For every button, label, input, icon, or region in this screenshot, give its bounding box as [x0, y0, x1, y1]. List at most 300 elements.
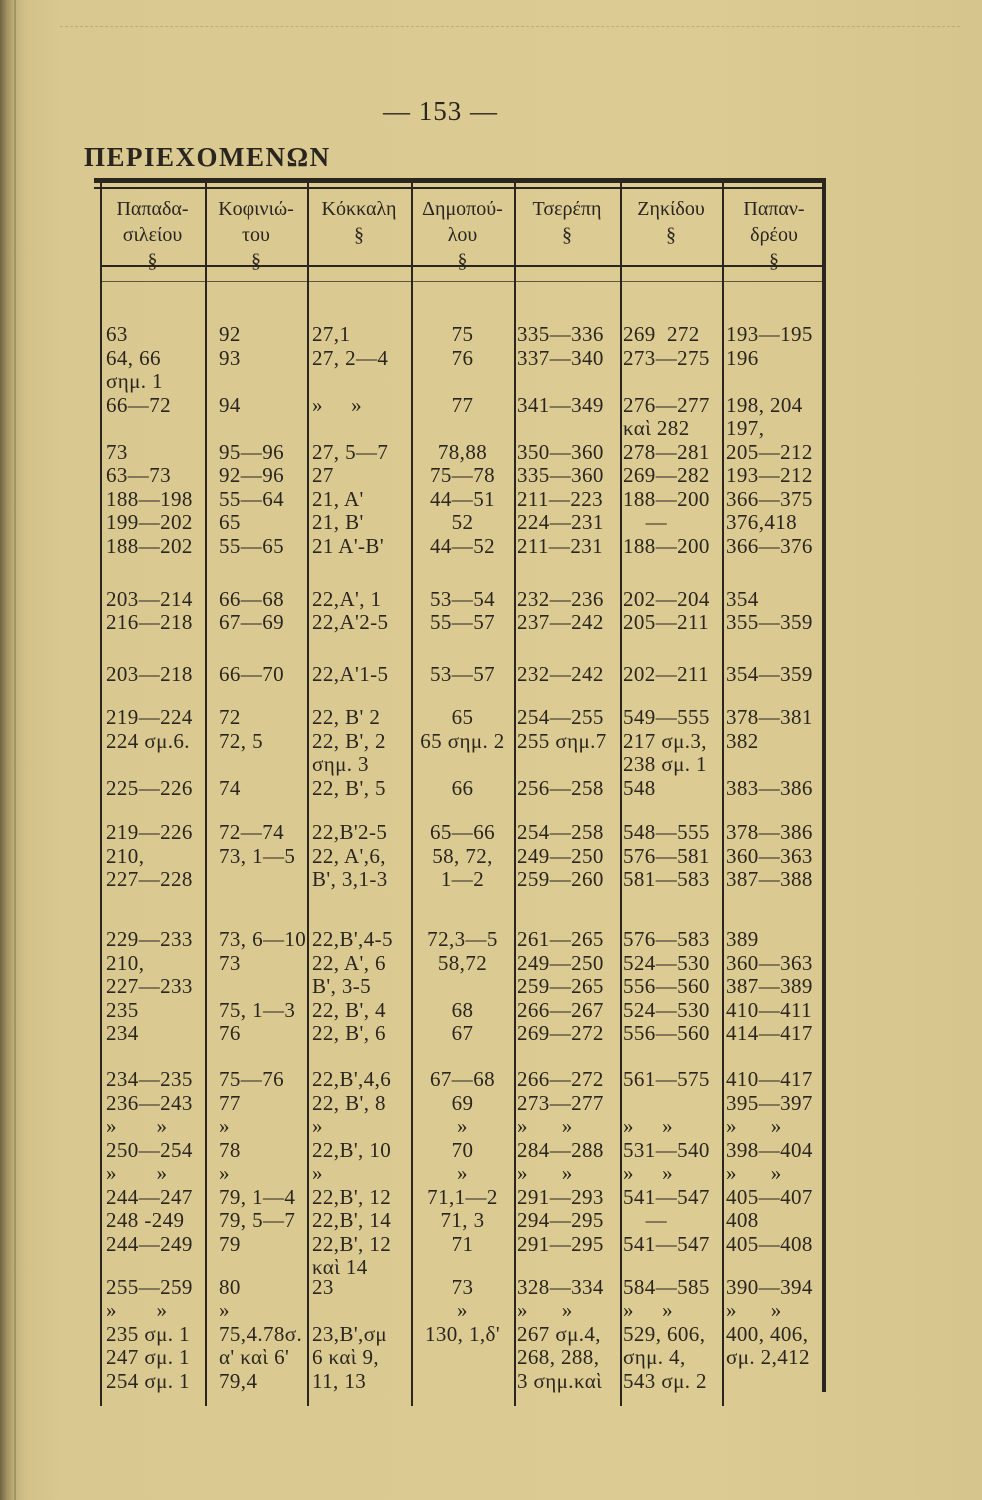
table-cell: 27 — [312, 463, 334, 487]
table-row — [100, 370, 826, 394]
table-cell: 58,72 — [437, 950, 488, 975]
table-cell — [205, 975, 307, 999]
column-header-line: § — [457, 250, 468, 272]
table-cell: 52 — [451, 510, 474, 534]
table-cell: σημ. 3 — [312, 752, 369, 776]
table-cell: 238 σμ. 1 — [623, 752, 707, 776]
table-cell: 94 — [219, 392, 241, 417]
table-cell: 22,Β', 12 — [312, 1231, 392, 1256]
table-cell: 269 272 — [623, 322, 700, 346]
table-cell: 73 — [106, 439, 128, 464]
table-cell: 294—295 — [517, 1208, 604, 1232]
page-title: ΠΕΡΙΕΧΟΜΕΝΩΝ — [84, 142, 331, 172]
table-row — [100, 611, 826, 635]
table-cell: 188—202 — [106, 533, 193, 558]
table-cell: 224 σμ.6. — [106, 728, 190, 753]
table-cell: 93 — [219, 345, 241, 370]
table-cell: » » — [726, 1161, 782, 1185]
table-row — [100, 1346, 826, 1370]
table-cell: 261—265 — [517, 927, 604, 951]
table-cell: 278—281 — [623, 439, 710, 464]
table-cell: 76 — [451, 345, 474, 370]
table-cell: » — [312, 1161, 323, 1185]
table-cell: 95—96 — [219, 439, 284, 464]
table-cell: 75,4.78σ. — [219, 1321, 303, 1346]
table-cell: 205—212 — [726, 439, 813, 464]
table-cell: 21, Α' — [312, 486, 364, 511]
table-cell: 65 σημ. 2 — [420, 728, 505, 753]
table-cell: — — [623, 510, 667, 534]
table-cell: 22, Α', 6 — [312, 950, 386, 975]
table-cell: 227—233 — [106, 974, 193, 998]
table-cell: 269—282 — [623, 463, 710, 487]
table-cell — [411, 370, 514, 394]
table-row — [100, 1233, 826, 1257]
table-cell: 22, Β', 5 — [312, 775, 386, 800]
table-row — [100, 1209, 826, 1233]
column-header — [100, 196, 205, 274]
table-cell — [307, 417, 411, 441]
table-cell: 78,88 — [437, 439, 488, 464]
table-cell: 219—224 — [106, 705, 193, 729]
table-cell: 55—57 — [430, 610, 495, 634]
column-header-line: δρέου — [750, 224, 798, 246]
table-cell: 383—386 — [726, 775, 813, 800]
table-cell: 203—214 — [106, 586, 193, 611]
table-cell: 21, Β' — [312, 510, 364, 534]
table-cell: Β', 3,1-3 — [312, 867, 388, 891]
table-row — [100, 868, 826, 892]
table-cell: 378—381 — [726, 705, 813, 729]
table-cell: 259—265 — [517, 974, 604, 998]
table-cell: 247 σμ. 1 — [106, 1345, 190, 1369]
table-cell: 249—250 — [517, 843, 604, 868]
table-cell: » — [219, 1298, 230, 1322]
table-cell: 548 — [623, 775, 656, 800]
table-cell: 255 σημ.7 — [517, 728, 607, 753]
table-cell: 22, Β' 2 — [312, 705, 381, 729]
table-cell: 524—530 — [623, 997, 710, 1022]
table-cell: 92 — [219, 322, 241, 346]
column-header — [514, 196, 620, 274]
table-cell: 354—359 — [726, 662, 813, 686]
table-cell: 80 — [219, 1274, 241, 1299]
table-cell: 65—66 — [430, 820, 495, 844]
table-cell: σημ. 1 — [106, 369, 163, 393]
table-cell: 350—360 — [517, 439, 604, 464]
table-cell: 68 — [451, 997, 474, 1022]
table-cell: 23,Β',σμ — [312, 1321, 388, 1346]
table-cell: » — [457, 1114, 468, 1138]
table-row — [100, 347, 826, 371]
column-header-line: § — [666, 224, 676, 246]
table-cell: 341—349 — [517, 392, 604, 417]
table-cell: 73, 1—5 — [219, 843, 296, 868]
table-row — [100, 1186, 826, 1210]
table-cell: 210, — [106, 843, 145, 868]
table-cell: 211—223 — [517, 486, 604, 511]
column-header-line: § — [562, 224, 572, 246]
table-cell: 22,Α'1-5 — [312, 662, 389, 686]
table-cell: 75—78 — [430, 463, 495, 487]
table-cell: 65 — [219, 510, 241, 534]
table-cell: 236—243 — [106, 1090, 193, 1115]
table-cell: 22,Α', 1 — [312, 586, 382, 611]
table-cell: 77 — [451, 392, 474, 417]
table-row — [100, 1092, 826, 1116]
table-row — [100, 464, 826, 488]
row-group — [100, 1068, 826, 1280]
column-header-line: Δημοπού- — [422, 198, 503, 220]
table-cell: 259—260 — [517, 867, 604, 891]
table-cell: » » — [517, 1298, 573, 1322]
table-cell: 72—74 — [219, 820, 284, 844]
row-group — [100, 821, 826, 892]
table-cell: » » — [726, 1114, 782, 1138]
table-cell: 405—407 — [726, 1184, 813, 1209]
table-cell: 337—340 — [517, 345, 604, 370]
table-cell: 414—417 — [726, 1021, 813, 1045]
table-cell: 254—258 — [517, 820, 604, 844]
column-header-line: Παπαν- — [743, 198, 805, 220]
table-cell: 66—68 — [219, 586, 284, 611]
table-cell — [205, 370, 307, 394]
table-cell: 254—255 — [517, 705, 604, 729]
table-cell: » — [219, 1114, 230, 1138]
table-cell: 44—52 — [430, 533, 495, 558]
table-cell: 72, 5 — [219, 728, 263, 753]
table-cell: » » — [106, 1298, 168, 1322]
table-cell: 199—202 — [106, 510, 193, 534]
table-cell: 224—231 — [517, 510, 604, 534]
table-cell: α' καὶ 6' — [219, 1345, 290, 1369]
table-row — [100, 845, 826, 869]
table-cell: 73 — [219, 950, 241, 975]
table-row — [100, 323, 826, 347]
header-bottom-rule-thin — [100, 281, 826, 282]
table-cell — [514, 370, 620, 394]
table-cell: 273—275 — [623, 345, 710, 370]
table-cell: 378—386 — [726, 820, 813, 844]
table-row — [100, 417, 826, 441]
table-cell — [722, 753, 826, 777]
column-header-line: Κόκκαλη — [321, 198, 397, 220]
table-cell: 234 — [106, 1021, 139, 1045]
table-cell: 72 — [219, 705, 241, 729]
column-header-line: Παπαδα- — [116, 198, 189, 220]
table-body — [100, 323, 826, 1393]
table-cell: 71, 3 — [440, 1208, 485, 1232]
table-row — [100, 706, 826, 730]
table-cell: 248 -249 — [106, 1208, 185, 1232]
table-cell: 524—530 — [623, 950, 710, 975]
table-cell: » » — [726, 1298, 782, 1322]
column-header-line: του — [242, 224, 270, 246]
table-cell: 55—64 — [219, 486, 284, 511]
table-cell: 387—388 — [726, 867, 813, 891]
table-cell: 72,3—5 — [427, 927, 498, 951]
table-cell: 227—228 — [106, 867, 193, 891]
table-cell: 408 — [726, 1208, 759, 1232]
table-cell: 79 — [219, 1231, 241, 1256]
row-group — [100, 588, 826, 635]
table-cell: 410—411 — [726, 997, 813, 1022]
table-row — [100, 488, 826, 512]
table-row — [100, 1115, 826, 1139]
table-row — [100, 777, 826, 801]
table-cell: 92—96 — [219, 463, 284, 487]
table-cell: 255—259 — [106, 1274, 193, 1299]
table-cell: 284—288 — [517, 1137, 604, 1162]
table-cell: 73 — [451, 1274, 474, 1299]
table-cell: 389 — [726, 927, 759, 951]
table-cell: 548—555 — [623, 820, 710, 844]
table-cell: 549—555 — [623, 705, 710, 729]
table-cell: 22,Β', 10 — [312, 1137, 392, 1162]
table-cell: 529, 606, — [623, 1321, 706, 1346]
table-cell: 256—258 — [517, 775, 604, 800]
table-cell: 79, 5—7 — [219, 1208, 296, 1232]
table-cell: 22,Β',4-5 — [312, 927, 393, 951]
table-cell: » — [457, 1298, 468, 1322]
table-row — [100, 753, 826, 777]
table-cell: 21 Α'-Β' — [312, 533, 385, 558]
table-cell: 27, 2—4 — [312, 345, 389, 370]
table-cell: 216—218 — [106, 610, 193, 634]
column-header-line: § — [354, 224, 364, 246]
table-cell: » — [457, 1161, 468, 1185]
table-cell: 65 — [451, 705, 474, 729]
table-cell: 64, 66 — [106, 345, 161, 370]
table-cell — [722, 1370, 826, 1394]
column-header — [205, 196, 307, 274]
table-top-rule — [94, 178, 826, 183]
table-cell: 27, 5—7 — [312, 439, 389, 464]
table-cell: 198, 204 — [726, 392, 803, 417]
table-cell: 541—547 — [623, 1184, 710, 1209]
table-cell: 22, Β', 2 — [312, 728, 386, 753]
table-cell: 53—57 — [430, 662, 495, 686]
table-cell: 203—218 — [106, 662, 193, 686]
column-header-line: Ζηκίδου — [637, 198, 705, 220]
table-cell: 219—226 — [106, 820, 193, 844]
table-cell: 235 — [106, 997, 139, 1022]
table-row — [100, 1323, 826, 1347]
table-cell: » — [312, 1114, 323, 1138]
table-cell: 276—277 — [623, 392, 710, 417]
table-cell: 250—254 — [106, 1137, 193, 1162]
row-group — [100, 323, 826, 558]
table-cell: 75—76 — [219, 1067, 284, 1091]
table-cell: 556—560 — [623, 974, 710, 998]
table-cell: » » — [623, 1298, 674, 1322]
table-cell: 22,Β', 14 — [312, 1208, 392, 1232]
row-group — [100, 706, 826, 800]
table-cell: » — [219, 1161, 230, 1185]
table-cell — [411, 753, 514, 777]
table-cell: 254 σμ. 1 — [106, 1368, 190, 1393]
table-row — [100, 952, 826, 976]
row-group — [100, 663, 826, 687]
table-row — [100, 1162, 826, 1186]
table-cell — [205, 753, 307, 777]
table-cell: 267 σμ.4, — [517, 1321, 601, 1346]
table-cell: 188—200 — [623, 486, 710, 511]
table-cell: 188—198 — [106, 486, 193, 511]
table-row — [100, 1299, 826, 1323]
concordance-table — [100, 178, 826, 1406]
table-cell: 576—581 — [623, 843, 710, 868]
table-cell — [205, 868, 307, 892]
table-cell: 23 — [312, 1274, 334, 1299]
table-cell: 66—70 — [219, 662, 284, 686]
table-cell: 205—211 — [623, 610, 710, 634]
table-cell: 75 — [451, 322, 474, 346]
table-cell: 22,Β'2-5 — [312, 820, 388, 844]
page-edge — [14, 0, 16, 1500]
table-cell: 193—195 — [726, 322, 813, 346]
column-header — [722, 196, 826, 274]
table-cell: 366—375 — [726, 486, 813, 511]
table-cell: 354 — [726, 586, 759, 611]
table-cell: 44—51 — [430, 486, 495, 511]
table-cell: 22, Β', 8 — [312, 1090, 386, 1115]
table-cell: 22,Β', 12 — [312, 1184, 392, 1209]
table-cell: 22, Α',6, — [312, 843, 386, 868]
table-cell: 229—233 — [106, 927, 193, 951]
table-cell: σμ. 2,412 — [726, 1345, 810, 1369]
table-cell: 244—247 — [106, 1184, 193, 1209]
table-cell: 211—231 — [517, 533, 604, 558]
table-cell: 576—583 — [623, 927, 710, 951]
table-cell: » » — [623, 1114, 674, 1138]
table-row — [100, 588, 826, 612]
table-cell: 266—272 — [517, 1067, 604, 1091]
table-cell: 235 σμ. 1 — [106, 1321, 190, 1346]
table-cell: 63 — [106, 322, 128, 346]
table-cell: 67—69 — [219, 610, 284, 634]
column-header-line: Κοφινιώ- — [218, 198, 294, 220]
table-cell — [411, 1346, 514, 1370]
row-group — [100, 928, 826, 1046]
table-cell: 71,1—2 — [427, 1184, 498, 1209]
column-header-line: § — [251, 250, 261, 272]
table-cell: 193—212 — [726, 463, 813, 487]
table-cell: 328—334 — [517, 1274, 604, 1299]
table-row — [100, 999, 826, 1023]
table-cell: 70 — [451, 1137, 474, 1162]
table-cell: 202—211 — [623, 662, 710, 686]
table-cell: 58, 72, — [432, 843, 493, 868]
table-cell: » » — [106, 1161, 168, 1185]
table-cell: 395—397 — [726, 1090, 813, 1115]
table-cell: 405—408 — [726, 1231, 813, 1256]
table-row — [100, 1370, 826, 1394]
table-cell: » » — [623, 1161, 674, 1185]
table-cell: 232—242 — [517, 662, 604, 686]
table-cell: 249—250 — [517, 950, 604, 975]
table-cell: 66 — [451, 775, 474, 800]
table-cell: 531—540 — [623, 1137, 710, 1162]
table-cell: — — [623, 1208, 667, 1232]
table-cell — [722, 370, 826, 394]
column-header-line: λου — [447, 224, 478, 246]
table-cell — [205, 417, 307, 441]
table-cell: 78 — [219, 1137, 241, 1162]
table-cell: καὶ 282 — [623, 416, 690, 440]
table-cell: Β', 3-5 — [312, 974, 372, 998]
table-cell: 27,1 — [312, 322, 351, 346]
table-cell: » » — [312, 392, 363, 417]
table-row — [100, 928, 826, 952]
table-cell — [620, 370, 722, 394]
table-cell: 22, Β', 6 — [312, 1021, 386, 1045]
table-row — [100, 1068, 826, 1092]
table-cell: 366—376 — [726, 533, 813, 558]
column-header — [620, 196, 722, 274]
table-cell: 376,418 — [726, 510, 798, 534]
table-cell: 355—359 — [726, 610, 813, 634]
table-cell: 360—363 — [726, 950, 813, 975]
table-cell: 360—363 — [726, 843, 813, 868]
table-row — [100, 663, 826, 687]
table-cell: 382 — [726, 728, 759, 753]
table-cell — [100, 417, 205, 441]
table-cell: 66—72 — [106, 392, 171, 417]
table-cell: 335—336 — [517, 322, 604, 346]
table-cell — [411, 417, 514, 441]
table-cell: 67 — [451, 1021, 474, 1045]
table-cell: 543 σμ. 2 — [623, 1368, 707, 1393]
table-row — [100, 394, 826, 418]
table-cell: 196 — [726, 345, 759, 370]
table-cell: 584—585 — [623, 1274, 710, 1299]
table-row — [100, 535, 826, 559]
table-cell: 225—226 — [106, 775, 193, 800]
table-cell: » » — [517, 1161, 573, 1185]
table-cell: 398—404 — [726, 1137, 813, 1162]
table-cell: 22,Α'2-5 — [312, 610, 389, 634]
table-cell: 556—560 — [623, 1021, 710, 1045]
table-cell: 202—204 — [623, 586, 710, 611]
table-row — [100, 1139, 826, 1163]
scan-artifact-line — [60, 26, 960, 27]
table-cell: 63—73 — [106, 463, 171, 487]
table-cell: 73, 6—10 — [219, 927, 307, 951]
table-cell: 188—200 — [623, 533, 710, 558]
table-cell — [307, 1299, 411, 1323]
table-cell: σημ. 4, — [623, 1345, 686, 1369]
page-number: — 153 — — [383, 96, 498, 126]
table-cell: 1—2 — [440, 867, 485, 891]
table-cell: 76 — [219, 1021, 241, 1045]
table-row — [100, 441, 826, 465]
table-cell: 541—547 — [623, 1231, 710, 1256]
table-cell: 79, 1—4 — [219, 1184, 296, 1209]
table-row — [100, 511, 826, 535]
table-cell: 77 — [219, 1090, 241, 1115]
table-cell: 6 καὶ 9, — [312, 1345, 379, 1369]
table-cell: 75, 1—3 — [219, 997, 296, 1022]
table-cell: 291—295 — [517, 1231, 604, 1256]
table-cell — [411, 975, 514, 999]
table-cell: 581—583 — [623, 867, 710, 891]
table-cell: 210, — [106, 950, 145, 975]
table-cell — [514, 417, 620, 441]
table-cell: 74 — [219, 775, 241, 800]
column-header-line: § — [147, 250, 158, 272]
column-header-line: σιλείου — [122, 224, 183, 246]
